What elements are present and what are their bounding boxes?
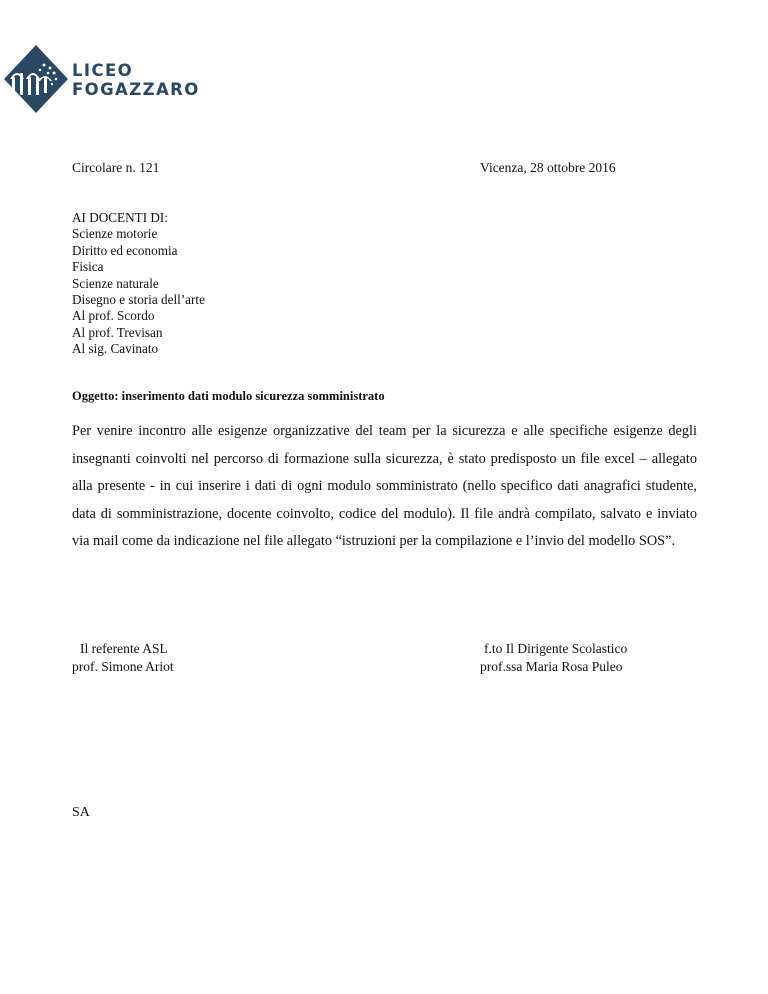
recipient-line: Diritto ed economia bbox=[72, 242, 178, 258]
logo-line-1: LICEO bbox=[72, 61, 134, 80]
logo-line-2: FOGAZZARO bbox=[72, 80, 200, 99]
recipient-line: Disegno e storia dell’arte bbox=[72, 292, 205, 308]
recipient-line: Scienze naturale bbox=[72, 275, 159, 291]
recipient-line: Al prof. Scordo bbox=[72, 308, 155, 324]
signature-right-name: prof.ssa Maria Rosa Puleo bbox=[480, 659, 623, 674]
document-date: Vicenza, 28 ottobre 2016 bbox=[480, 160, 616, 175]
recipients-list bbox=[72, 210, 205, 358]
signature-left bbox=[72, 640, 174, 676]
liceo-fogazzaro-logo-icon bbox=[2, 43, 70, 115]
recipient-line: Scienze motorie bbox=[72, 226, 158, 242]
signature-right bbox=[480, 640, 627, 676]
school-logo bbox=[2, 43, 202, 115]
subject-line: Oggetto: inserimento dati modulo sicurezza somministrato bbox=[72, 389, 385, 403]
logo-wordmark bbox=[72, 61, 200, 99]
author-initials: SA bbox=[72, 805, 90, 820]
recipient-line: Fisica bbox=[72, 259, 104, 275]
signature-left-name: prof. Simone Ariot bbox=[72, 659, 174, 674]
recipient-line: Al prof. Trevisan bbox=[72, 324, 163, 340]
recipient-line: Al sig. Cavinato bbox=[72, 341, 159, 357]
circular-number: Circolare n. 121 bbox=[72, 160, 160, 175]
signature-left-role: Il referente ASL bbox=[80, 641, 168, 656]
body-paragraph: Per venire incontro alle esigenze organizzative del team per la sicurezza e alle specifiche esigenze degli insegnanti coinvolti nel percorso di formazione sulla sicurezza, è stato predisposto un file excel – allegato alla presente - in cui inserire i dati di ogni modulo somministrato (nello specifico dati anagrafici studente, data di somministrazione, docente coinvolto, codice del modulo). Il file andrà compilato, salvato e inviato via mail come da indicazione nel file allegato “istruzioni per la compilazione e l’invio del modello SOS”. bbox=[72, 423, 697, 549]
recipient-line: AI DOCENTI DI: bbox=[72, 210, 168, 225]
signature-right-role: f.to Il Dirigente Scolastico bbox=[484, 641, 628, 656]
